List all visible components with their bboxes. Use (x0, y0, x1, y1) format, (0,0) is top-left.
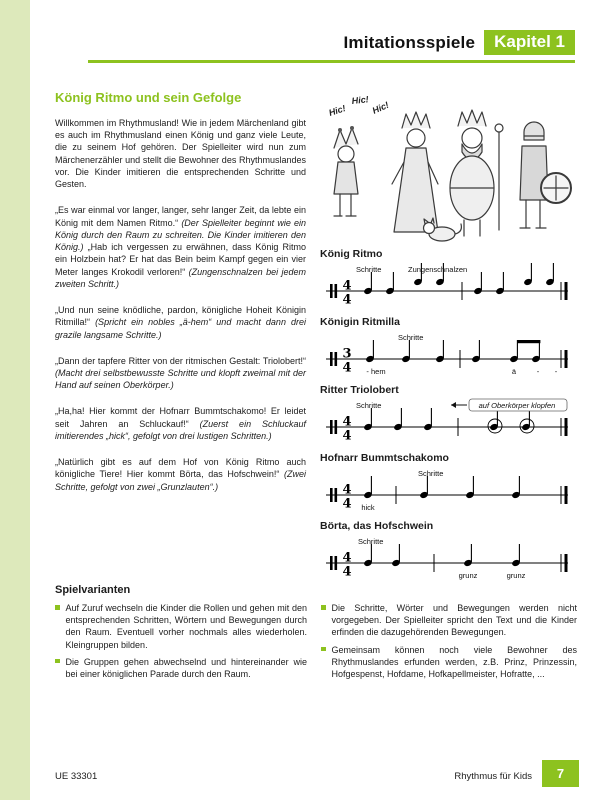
staff-section (318, 520, 575, 586)
svg-text:Schritte: Schritte (398, 333, 424, 342)
article-title: König Ritmo und sein Gefolge (55, 90, 242, 105)
bullet-marker (55, 605, 60, 610)
hic-text: Hic! (370, 99, 391, 116)
staff-notation (318, 329, 575, 377)
svg-text:- hem: - hem (366, 367, 386, 376)
paragraph: „Es war einmal vor langer, langer, sehr langer Zeit, da lebte ein König mit dem Namen Ritmo.“ (Der Spielleiter beginnt wie ein König durch den Raum zu schreiten. Die Kinder imitieren den König.) „Hab ich vergessen zu erwähnen, dass König Ritmo ein Holzbein hat? Er hat das Bein beim Kampf gegen ein vier Meter langes Krokodil verloren!“ (Zungenschnalzen bei jedem zweiten Schritt.) (55, 205, 306, 289)
svg-text:3: 3 (342, 346, 352, 362)
svg-text:4: 4 (342, 414, 352, 430)
bullet-marker (55, 659, 60, 664)
staff-title: Ritter Triolobert (320, 384, 399, 396)
right-column (318, 88, 575, 586)
staff-notation (318, 397, 575, 445)
svg-text:-: - (554, 367, 558, 376)
svg-text:Schritte: Schritte (356, 401, 382, 410)
paragraph: „Natürlich gibt es auf dem Hof von König Ritmo auch königliche Tiere! Hier kommt Börta, das Hofschwein!“ (Zwei Schritte, gefolgt von zwei „Grunzlauten“.) (55, 457, 306, 492)
hic-text: Hic! (327, 103, 347, 118)
page-number-badge: 7 (542, 760, 579, 787)
staff-section (318, 452, 575, 518)
variant-text: Auf Zuruf wechseln die Kinder die Rollen und gehen mit den entsprechenden Schritten, Wörtern und Bewegungen durch den Raum. Eventuell vorher nochmals alles wiederholen. Kleingruppen bilden. (65, 603, 307, 650)
paragraph: „Und nun seine knödliche, pardon, königliche Hoheit Königin Ritmilla!“ (Spricht ein nobles „ä-hem“ und macht dann drei grazile langsame Schritte.) (55, 305, 307, 340)
king-figure (450, 110, 503, 236)
header-rule (88, 60, 575, 63)
chapter-badge: Kapitel 1 (484, 30, 575, 55)
variants-columns (55, 602, 577, 685)
variants-list-left (55, 602, 307, 685)
svg-text:4: 4 (342, 564, 352, 580)
svg-text:4: 4 (342, 550, 352, 566)
svg-text:hick: hick (361, 503, 375, 512)
staff-notation (318, 261, 575, 309)
staff-notation (318, 533, 575, 581)
illustration-drawing (318, 88, 575, 246)
knight-figure (520, 122, 571, 228)
staff-title: Börta, das Hofschwein (320, 520, 434, 532)
variant-item (55, 602, 307, 651)
variant-text: Die Gruppen gehen abwechselnd und hintereinander wie bei einer königlichen Parade durch den Raum. (65, 656, 307, 680)
staff-title: Hofnarr Bummtschakomo (320, 452, 449, 464)
staff-title: König Ritmo (320, 248, 383, 260)
svg-text:4: 4 (342, 360, 352, 376)
svg-text:grunz: grunz (458, 571, 478, 580)
footer-series: Rhythmus für Kids (454, 771, 532, 782)
variants-list-right (321, 602, 577, 685)
svg-text:auf Oberkörper klopfen: auf Oberkörper klopfen (478, 401, 556, 410)
svg-text:4: 4 (342, 292, 352, 308)
staff-section (318, 316, 575, 382)
svg-text:grunz: grunz (506, 571, 526, 580)
bullet-marker (321, 605, 326, 610)
svg-text:Schritte: Schritte (358, 537, 384, 546)
svg-text:4: 4 (342, 496, 352, 512)
variants-section (55, 584, 577, 685)
svg-text:4: 4 (342, 482, 352, 498)
svg-text:Zungenschnalzen: Zungenschnalzen (408, 265, 468, 274)
page-header (88, 30, 575, 55)
svg-text:Schritte: Schritte (418, 469, 444, 478)
staff-title: Königin Ritmilla (320, 316, 400, 328)
staff-section (318, 384, 575, 450)
svg-text:4: 4 (342, 278, 352, 294)
queen-figure (392, 112, 438, 232)
paragraph: „Dann der tapfere Ritter von der ritmischen Gestalt: Triolobert!“ (Macht drei selbstbewusste Schritte und klopft zweimal mit der Hand auf seinen Oberkörper.) (55, 355, 306, 391)
footer-code: UE 33301 (55, 771, 98, 782)
paragraph: Willkommen im Rhythmusland! Wie in jedem Märchenland gibt es auch im Rhythmusland einen König und ganz viele Leute, die zu seinem Hof gehören. Der Spielleiter wird nun zum Märchenerzähler und stellt die Bewohner des Rhythmuslandes vor. Die Kinder imitieren die entsprechenden Schritte und Gesten. (55, 118, 306, 190)
chapter-heading: Imitationsspiele (343, 32, 476, 52)
variants-heading: Spielvarianten (55, 584, 131, 596)
bullet-marker (321, 647, 326, 652)
illustration (318, 88, 575, 246)
variant-item (321, 602, 577, 639)
variant-item (321, 644, 577, 681)
staves (318, 248, 575, 586)
jester-figure (334, 126, 358, 216)
staff-notation (318, 465, 575, 513)
svg-text:-: - (536, 367, 540, 376)
svg-text:4: 4 (342, 428, 352, 444)
article-body (55, 117, 306, 507)
variant-text: Die Schritte, Wörter und Bewegungen werden nicht vorgegeben. Der Spielleiter spricht den Text und die Kinder erfinden die dazugehörenden Bewegungen. (331, 603, 577, 638)
left-margin-strip (0, 0, 30, 800)
variant-item (55, 656, 307, 680)
variant-text: Gemeinsam können noch viele Bewohner des Rhythmuslandes erfunden werden, z.B. Prinz, Prinzessin, Hofgespenst, Hofdame, Hofkapellmeister, Hofratte, ... (331, 644, 577, 680)
hic-text: Hic! (351, 94, 370, 106)
paragraph: „Ha,ha! Hier kommt der Hofnarr Bummtschakomo! Er leidet seit Jahren an Schluckauf!“ (Zuerst ein Schluckauf imitierendes „hick“, gefolgt von drei lustigen Schritten.) (55, 406, 306, 441)
staff-section (318, 248, 575, 314)
svg-text:Schritte: Schritte (356, 265, 382, 274)
svg-text:ä: ä (511, 367, 517, 376)
